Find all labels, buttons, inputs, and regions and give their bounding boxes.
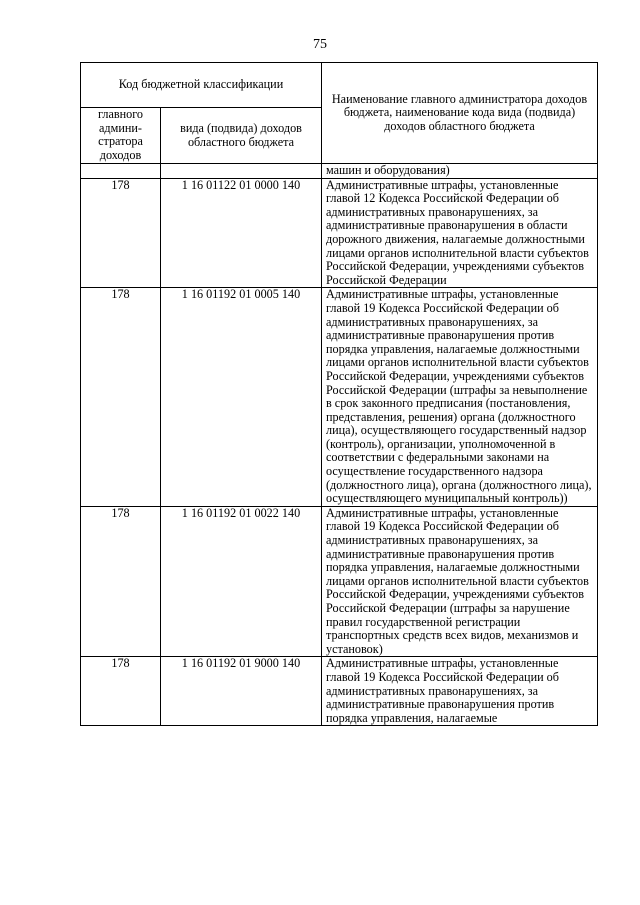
budget-classification-table (80, 62, 598, 726)
continuation-row (81, 164, 598, 179)
header-admin-column: главного админи-стратора доходов (81, 108, 161, 164)
continuation-admin-cell (81, 164, 161, 179)
table-row (81, 178, 598, 288)
income-name-cell: Административные штрафы, установленные главой 19 Кодекса Российской Федерации об административных правонарушениях, за административные правонарушения против порядка управления, налагаемые должностными лицами органов исполнительной власти субъектов Российской Федерации, учреждениями субъектов Российской Федерации (штрафы за нарушение правил государственной регистрации транспортных средств всех видов, механизмов и установок) (322, 506, 598, 657)
admin-code-cell: 178 (81, 657, 161, 726)
header-kind-column: вида (подвида) доходов областного бюджета (161, 108, 322, 164)
income-name-cell: Административные штрафы, установленные главой 12 Кодекса Российской Федерации об административных правонарушениях, за административные правонарушения в области дорожного движения, налагаемые должностными лицами органов исполнительной власти субъектов Российской Федерации, учреждениями субъектов Российской Федерации (322, 178, 598, 288)
income-code-cell: 1 16 01192 01 0022 140 (161, 506, 322, 657)
table-row (81, 288, 598, 507)
income-code-cell: 1 16 01192 01 0005 140 (161, 288, 322, 507)
header-name-column: Наименование главного администратора доходов бюджета, наименование кода вида (подвида) доходов областного бюджета (322, 63, 598, 164)
header-group-title: Код бюджетной классификации (81, 63, 322, 108)
page-number: 75 (313, 37, 327, 52)
continuation-text: машин и оборудования) (322, 164, 598, 179)
admin-code-cell: 178 (81, 288, 161, 507)
income-name-cell: Административные штрафы, установленные главой 19 Кодекса Российской Федерации об административных правонарушениях, за административные правонарушения против порядка управления, налагаемые (322, 657, 598, 726)
income-name-cell: Административные штрафы, установленные главой 19 Кодекса Российской Федерации об административных правонарушениях, за административные правонарушения против порядка управления, налагаемые должностными лицами органов исполнительной власти субъектов Российской Федерации, учреждениями субъектов Российской Федерации (штрафы за невыполнение в срок законного предписания (постановления, представления, решения) органа (должностного лица), осуществляющего государственный надзор (контроль), организации, уполномоченной в соответствии с федеральными законами на осуществление государственного надзора (должностного лица), органа (должностного лица), осуществляющего муниципальный контроль)) (322, 288, 598, 507)
admin-code-cell: 178 (81, 506, 161, 657)
admin-code-cell: 178 (81, 178, 161, 288)
table-row (81, 506, 598, 657)
continuation-code-cell (161, 164, 322, 179)
income-code-cell: 1 16 01192 01 9000 140 (161, 657, 322, 726)
table-row (81, 657, 598, 726)
income-code-cell: 1 16 01122 01 0000 140 (161, 178, 322, 288)
header-row-top (81, 63, 598, 108)
